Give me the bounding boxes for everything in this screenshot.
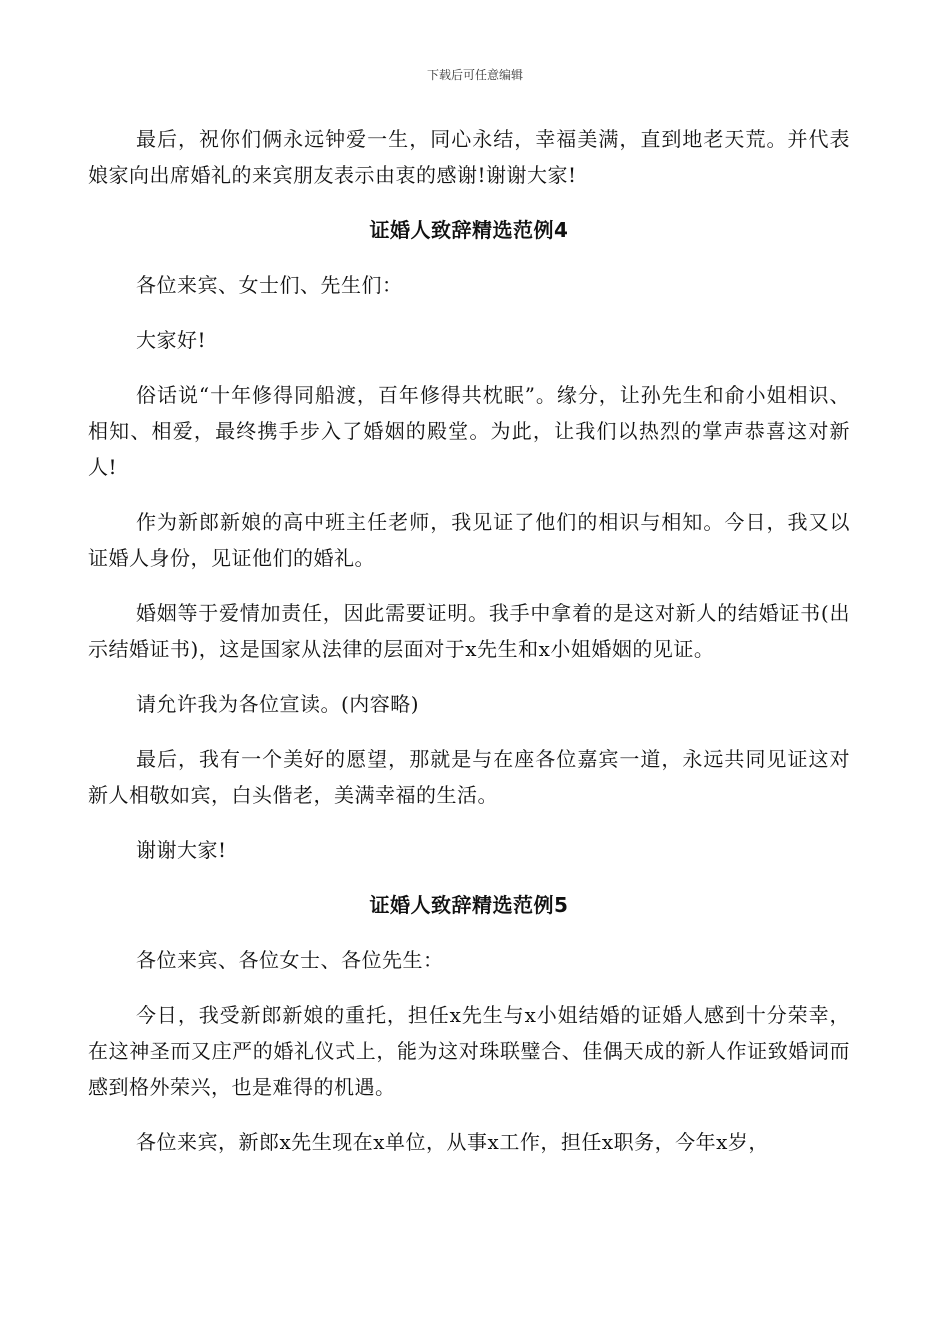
paragraph: 请允许我为各位宣读。(内容略) bbox=[136, 692, 420, 716]
page-header-note: 下载后可任意编辑 bbox=[426, 68, 523, 82]
section-heading: 证婚人致辞精选范例4 bbox=[369, 218, 569, 242]
paragraph: 最后，我有一个美好的愿望，那就是与在座各位嘉宾一道，永远共同见证这对新人相敬如宾，白头偕老，美满幸福的生活。 bbox=[88, 747, 850, 807]
paragraph: 作为新郎新娘的高中班主任老师，我见证了他们的相识与相知。今日，我又以证婚人身份，见证他们的婚礼。 bbox=[88, 510, 850, 570]
paragraph: 今日，我受新郎新娘的重托，担任x先生与x小姐结婚的证婚人感到十分荣幸，在这神圣而又庄严的婚礼仪式上，能为这对珠联璧合、佳偶天成的新人作证致婚词而感到格外荣兴，也是难得的机遇。 bbox=[88, 1003, 850, 1099]
paragraph: 各位来宾、各位女士、各位先生： bbox=[136, 948, 444, 972]
paragraph: 各位来宾、女士们、先生们： bbox=[136, 273, 403, 297]
paragraph: 大家好! bbox=[136, 328, 207, 352]
document-body bbox=[88, 121, 850, 1179]
paragraph: 最后，祝你们俩永远钟爱一生，同心永结，幸福美满，直到地老天荒。并代表娘家向出席婚礼的来宾朋友表示由衷的感谢!谢谢大家! bbox=[88, 127, 850, 187]
section-heading: 证婚人致辞精选范例5 bbox=[369, 893, 569, 917]
paragraph: 俗话说“十年修得同船渡，百年修得共枕眠”。缘分，让孙先生和俞小姐相识、相知、相爱，最终携手步入了婚姻的殿堂。为此，让我们以热烈的掌声恭喜这对新人! bbox=[88, 383, 850, 479]
paragraph: 婚姻等于爱情加责任，因此需要证明。我手中拿着的是这对新人的结婚证书(出示结婚证书)，这是国家从法律的层面对于x先生和x小姐婚姻的见证。 bbox=[88, 601, 850, 661]
paragraph: 谢谢大家! bbox=[136, 838, 227, 862]
paragraph: 各位来宾，新郎x先生现在x单位，从事x工作，担任x职务，今年x岁， bbox=[136, 1130, 769, 1154]
